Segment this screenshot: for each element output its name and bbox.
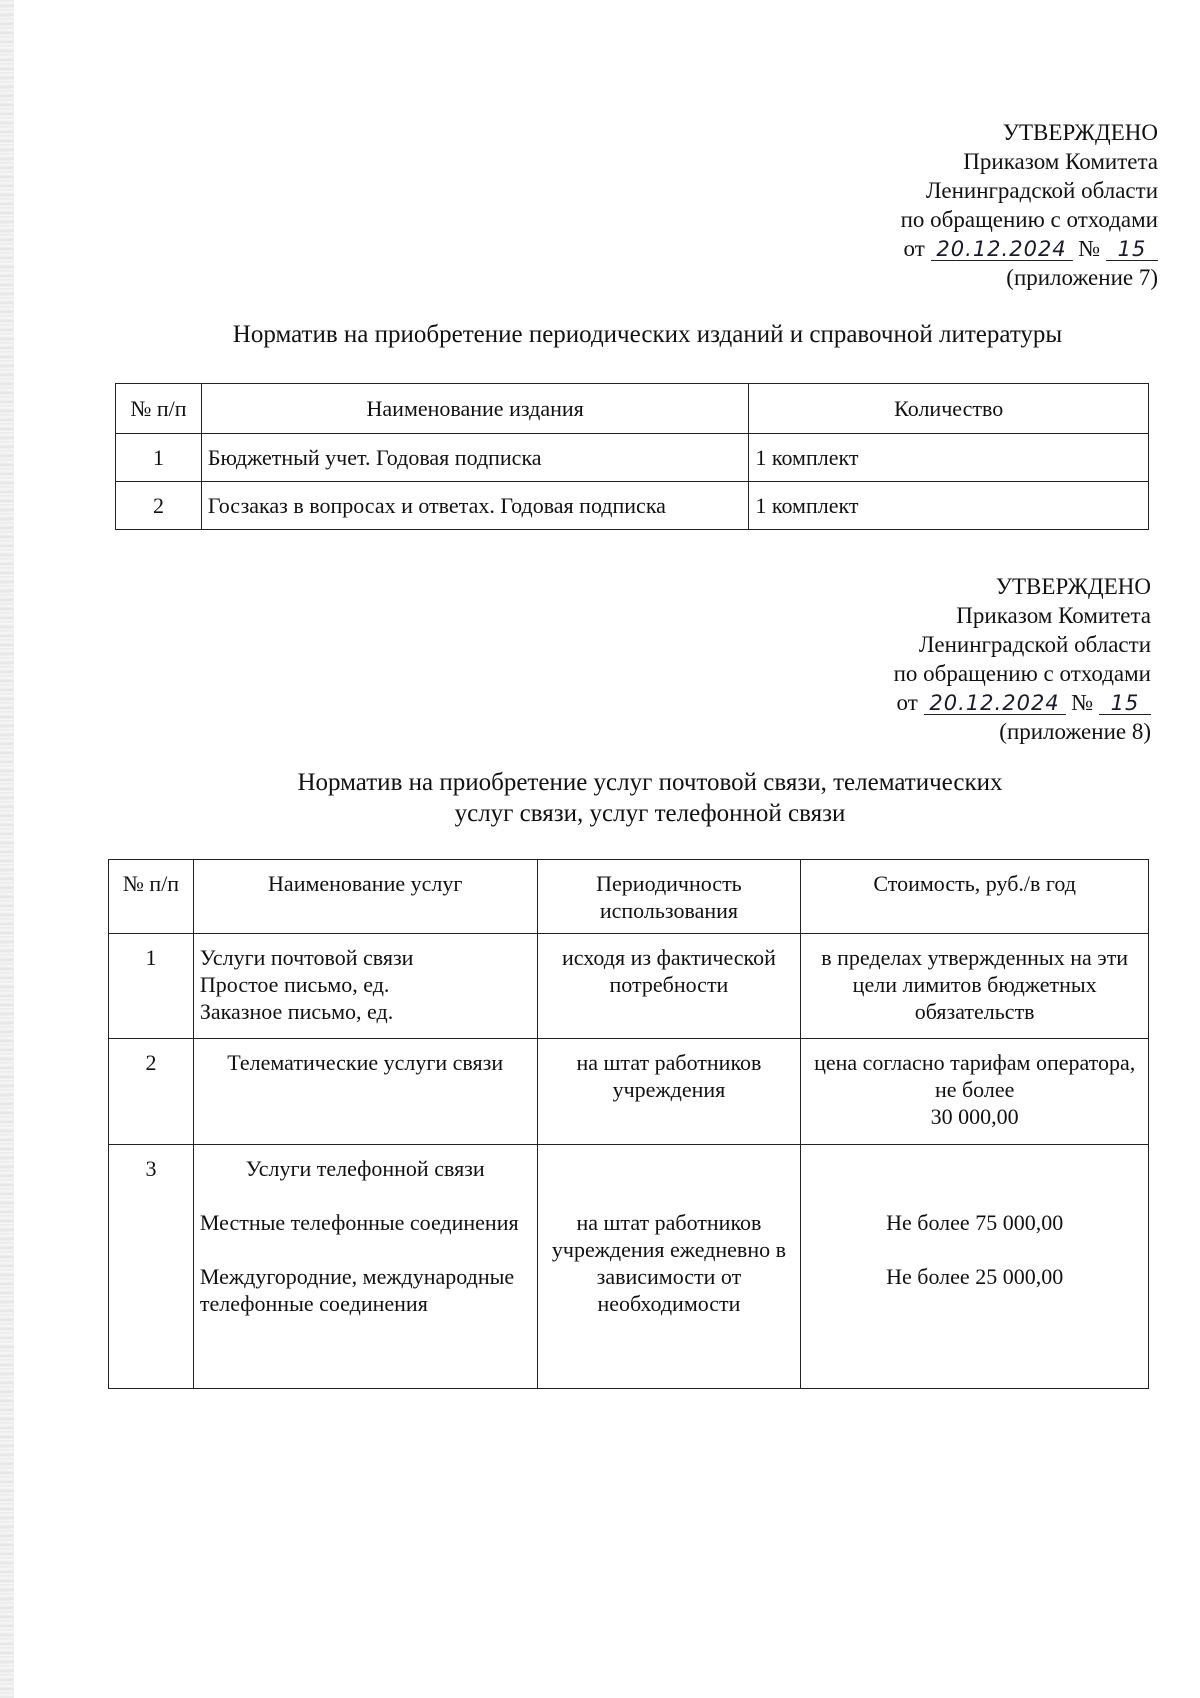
header-cell: № п/п	[109, 860, 194, 934]
table-2-title-line: услуг связи, услуг телефонной связи	[454, 800, 846, 827]
scan-edge	[0, 0, 14, 1698]
service-cost: в пределах утвержденных на эти цели лимитов бюджетных обязательств	[801, 934, 1149, 1039]
table-header-row	[116, 384, 1149, 434]
number-sign: №	[1071, 690, 1094, 715]
row-number: 1	[109, 934, 194, 1039]
handwritten-date: 20.12.2024	[931, 238, 1073, 261]
table-row	[116, 434, 1149, 482]
handwritten-date: 20.12.2024	[924, 692, 1066, 715]
approval-heading: УТВЕРЖДЕНО	[995, 574, 1151, 599]
usage-period: исходя из фактической потребности	[537, 934, 801, 1039]
approval-date-line	[894, 688, 1151, 717]
cost-long-distance: Не более 25 000,00	[886, 1264, 1064, 1289]
approval-line: Приказом Комитета	[963, 149, 1158, 174]
service-cost	[801, 1145, 1149, 1389]
service-cost	[801, 1039, 1149, 1145]
row-number: 2	[109, 1039, 194, 1145]
header-cell: Наименование услуг	[193, 860, 537, 934]
approval-line: по обращению с отходами	[900, 207, 1158, 232]
table-row	[109, 934, 1149, 1039]
cost-text: цена согласно тарифам оператора, не более	[814, 1050, 1136, 1102]
service-name: Телематические услуги связи	[193, 1039, 537, 1145]
table-2-title-line: Норматив на приобретение услуг почтовой связи, телематических	[297, 769, 1003, 796]
table-1-title	[170, 319, 1125, 350]
table-row	[109, 1039, 1149, 1145]
communication-services-table	[108, 859, 1149, 1389]
quantity: 1 комплект	[749, 482, 1149, 530]
approval-line: Приказом Комитета	[956, 603, 1151, 628]
row-number: 3	[109, 1145, 194, 1389]
date-prefix: от	[896, 690, 918, 715]
usage-period: на штат работников учреждения ежедневно в зависимости от необходимости	[537, 1145, 801, 1389]
approval-stamp-2	[894, 572, 1151, 746]
table-2-title	[200, 767, 1100, 829]
spacer	[200, 1236, 531, 1263]
usage-period: на штат работников учреждения	[537, 1039, 801, 1145]
header-cell: Периодичность использования	[537, 860, 801, 934]
header-cell: Наименование издания	[201, 384, 748, 434]
cost-value: 30 000,00	[930, 1104, 1019, 1129]
service-sub-item: Местные телефонные соединения	[199, 1210, 519, 1235]
header-cell: Стоимость, руб./в год	[801, 860, 1149, 934]
service-name	[193, 934, 537, 1039]
service-title: Услуги телефонной связи	[245, 1156, 485, 1181]
approval-stamp-1	[901, 118, 1158, 292]
spacer	[200, 1182, 531, 1209]
header-cell: Количество	[749, 384, 1149, 434]
publication-name: Госзаказ в вопросах и ответах. Годовая подписка	[201, 482, 748, 530]
service-sub-item: Междугородние, международные телефонные соединения	[199, 1264, 515, 1316]
number-sign: №	[1078, 236, 1101, 261]
table-1-title-text: Норматив на приобретение периодических изданий и справочной литературы	[232, 321, 1063, 348]
approval-line: Ленинградской области	[918, 632, 1151, 657]
approval-line: по обращению с отходами	[893, 661, 1151, 686]
approval-heading: УТВЕРЖДЕНО	[1002, 120, 1158, 145]
handwritten-number: 15	[1099, 692, 1151, 715]
service-line: Простое письмо, ед.	[199, 972, 390, 997]
row-number: 2	[116, 482, 202, 530]
appendix-label: (приложение 7)	[1006, 265, 1158, 290]
periodicals-table	[115, 383, 1149, 530]
service-line: Услуги почтовой связи	[199, 945, 414, 970]
publication-name: Бюджетный учет. Годовая подписка	[201, 434, 748, 482]
table-header-row	[109, 860, 1149, 934]
table-row	[116, 482, 1149, 530]
service-line: Заказное письмо, ед.	[199, 999, 394, 1024]
approval-date-line	[901, 234, 1158, 263]
row-number: 1	[116, 434, 202, 482]
approval-line: Ленинградской области	[925, 178, 1158, 203]
date-prefix: от	[903, 236, 925, 261]
cost-local: Не более 75 000,00	[886, 1210, 1064, 1235]
appendix-label: (приложение 8)	[999, 719, 1151, 744]
table-row	[109, 1145, 1149, 1389]
spacer	[807, 1236, 1142, 1263]
service-name	[193, 1145, 537, 1389]
header-cell: № п/п	[116, 384, 202, 434]
handwritten-number: 15	[1106, 238, 1158, 261]
quantity: 1 комплект	[749, 434, 1149, 482]
